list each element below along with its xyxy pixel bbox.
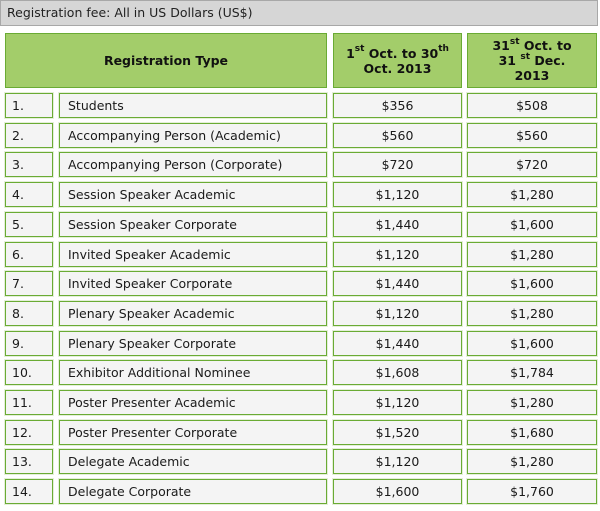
row-late-price: $1,680: [467, 420, 597, 445]
row-number: 14.: [5, 479, 53, 504]
row-early-price: $1,440: [333, 212, 462, 237]
row-number: 1.: [5, 93, 53, 118]
row-early-price: $1,600: [333, 479, 462, 504]
row-early-price: $1,440: [333, 271, 462, 296]
row-registration-type: Accompanying Person (Corporate): [59, 152, 327, 177]
row-registration-type: Delegate Corporate: [59, 479, 327, 504]
row-registration-type: Delegate Academic: [59, 449, 327, 474]
row-late-price: $508: [467, 93, 597, 118]
row-late-price: $1,280: [467, 449, 597, 474]
row-number: 13.: [5, 449, 53, 474]
row-late-price: $560: [467, 123, 597, 148]
row-registration-type: Invited Speaker Corporate: [59, 271, 327, 296]
row-early-price: $560: [333, 123, 462, 148]
row-early-price: $1,120: [333, 390, 462, 415]
row-late-price: $1,280: [467, 390, 597, 415]
row-registration-type: Invited Speaker Academic: [59, 242, 327, 267]
row-early-price: $1,120: [333, 242, 462, 267]
row-late-price: $1,784: [467, 360, 597, 385]
row-early-price: $1,608: [333, 360, 462, 385]
row-registration-type: Plenary Speaker Corporate: [59, 331, 327, 356]
row-registration-type: Session Speaker Academic: [59, 182, 327, 207]
row-early-price: $1,120: [333, 182, 462, 207]
header-early-period: [333, 33, 462, 88]
row-registration-type: Exhibitor Additional Nominee: [59, 360, 327, 385]
header-early-period-label: 1st Oct. to 30th Oct. 2013: [346, 44, 449, 76]
row-number: 9.: [5, 331, 53, 356]
row-registration-type: Poster Presenter Corporate: [59, 420, 327, 445]
row-early-price: $1,120: [333, 301, 462, 326]
row-late-price: $1,280: [467, 301, 597, 326]
header-late-period-label: 31st Oct. to 31 $^{st}$ Dec. 2013: [492, 36, 572, 83]
row-late-price: $1,600: [467, 271, 597, 296]
row-registration-type: Students: [59, 93, 327, 118]
row-late-price: $720: [467, 152, 597, 177]
row-late-price: $1,600: [467, 331, 597, 356]
row-number: 4.: [5, 182, 53, 207]
table-caption: Registration fee: All in US Dollars (US$): [0, 0, 598, 26]
row-number: 10.: [5, 360, 53, 385]
header-registration-type: [5, 33, 327, 88]
row-early-price: $1,520: [333, 420, 462, 445]
row-early-price: $1,120: [333, 449, 462, 474]
row-number: 2.: [5, 123, 53, 148]
header-late-period: [467, 33, 597, 88]
row-number: 5.: [5, 212, 53, 237]
row-registration-type: Poster Presenter Academic: [59, 390, 327, 415]
row-late-price: $1,280: [467, 242, 597, 267]
row-registration-type: Plenary Speaker Academic: [59, 301, 327, 326]
row-late-price: $1,600: [467, 212, 597, 237]
row-number: 11.: [5, 390, 53, 415]
row-number: 8.: [5, 301, 53, 326]
header-registration-type-label: Registration Type: [103, 53, 229, 68]
row-number: 12.: [5, 420, 53, 445]
row-number: 7.: [5, 271, 53, 296]
row-late-price: $1,760: [467, 479, 597, 504]
row-early-price: $356: [333, 93, 462, 118]
row-number: 6.: [5, 242, 53, 267]
row-number: 3.: [5, 152, 53, 177]
row-registration-type: Accompanying Person (Academic): [59, 123, 327, 148]
row-registration-type: Session Speaker Corporate: [59, 212, 327, 237]
row-late-price: $1,280: [467, 182, 597, 207]
row-early-price: $720: [333, 152, 462, 177]
row-early-price: $1,440: [333, 331, 462, 356]
